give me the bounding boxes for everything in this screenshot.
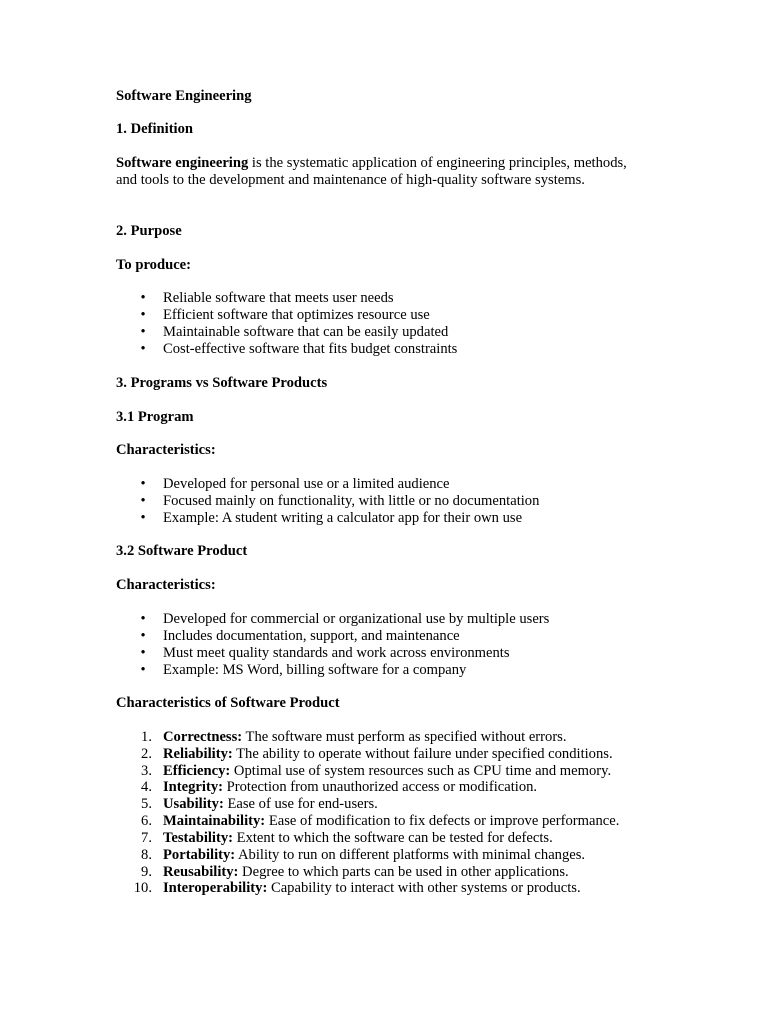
- document-title: Software Engineering: [116, 88, 252, 104]
- purpose-heading: 2. Purpose: [116, 223, 182, 239]
- definition-paragraph: [116, 155, 636, 189]
- document-page: Software Engineering 1. Definition Software engineering is the systematic application of engineering principles, methods, and tools to the development and maintenance of high-quality software systems. 2. Purpose To produce: • Reliable software that meets user needs • Efficient software that optimizes resource use • Maintainable software that can be easily updated • Cost-effective software that fits budget constraints 3. Programs vs Software Products 3.1 Program Characteristics: • Developed for personal use or a limited audience • Focused mainly on functionality, with little or no documentation • Example: A student writing a calculator app for their own use 3.2 Software Product Characteristics: • Developed for commercial or organizational use by multiple users • Includes documentation, support, and maintenance • Must meet quality standards and work across environments • Example: MS Word, billing software for a company Characteristics of Software Product 1. Correctness: The software must perform as specified without errors. 2. Reliability: The ability to operate without failure under specified conditions. 3. Efficiency: Optimal use of system resources such as CPU time and memory. 4. Integrity: Protection from unauthorized access or modification. 5. Usability: Ease of use for end-users. 6. Maintainability: Ease of modification to fix defects or improve performance. 7. Testability: Extent to which the software can be tested for defects. 8. Portability: Ability to run on different platforms with minimal changes. 9. Reusability: Degree to which parts can be used in other applications. 10. Interoperability: Capability to interact with other systems or products.: [0, 0, 768, 1024]
- bullet-icon: •: [140, 628, 146, 644]
- bullet-icon: •: [140, 510, 146, 526]
- bullet-icon: •: [140, 662, 146, 678]
- product-heading: 3.2 Software Product: [116, 543, 248, 559]
- definition-heading: 1. Definition: [116, 121, 194, 137]
- bullet-icon: •: [140, 493, 146, 509]
- program-subheading: Characteristics:: [116, 442, 216, 458]
- program-heading: 3.1 Program: [116, 409, 194, 425]
- programs-vs-products-heading: 3. Programs vs Software Products: [116, 375, 328, 391]
- bullet-icon: •: [140, 324, 146, 340]
- bullet-icon: •: [140, 307, 146, 323]
- bullet-icon: •: [140, 476, 146, 492]
- bullet-icon: •: [140, 341, 146, 357]
- definition-term: Software engineering: [116, 155, 249, 171]
- product-subheading: Characteristics:: [116, 577, 216, 593]
- bullet-icon: •: [140, 611, 146, 627]
- definition-text: is the systematic application of engineering principles, methods, and tools to the development and maintenance of high-quality software systems.: [116, 155, 627, 188]
- purpose-subheading: To produce:: [116, 257, 192, 273]
- characteristics-heading: Characteristics of Software Product: [116, 695, 340, 711]
- bullet-icon: •: [140, 290, 146, 306]
- bullet-icon: •: [140, 645, 146, 661]
